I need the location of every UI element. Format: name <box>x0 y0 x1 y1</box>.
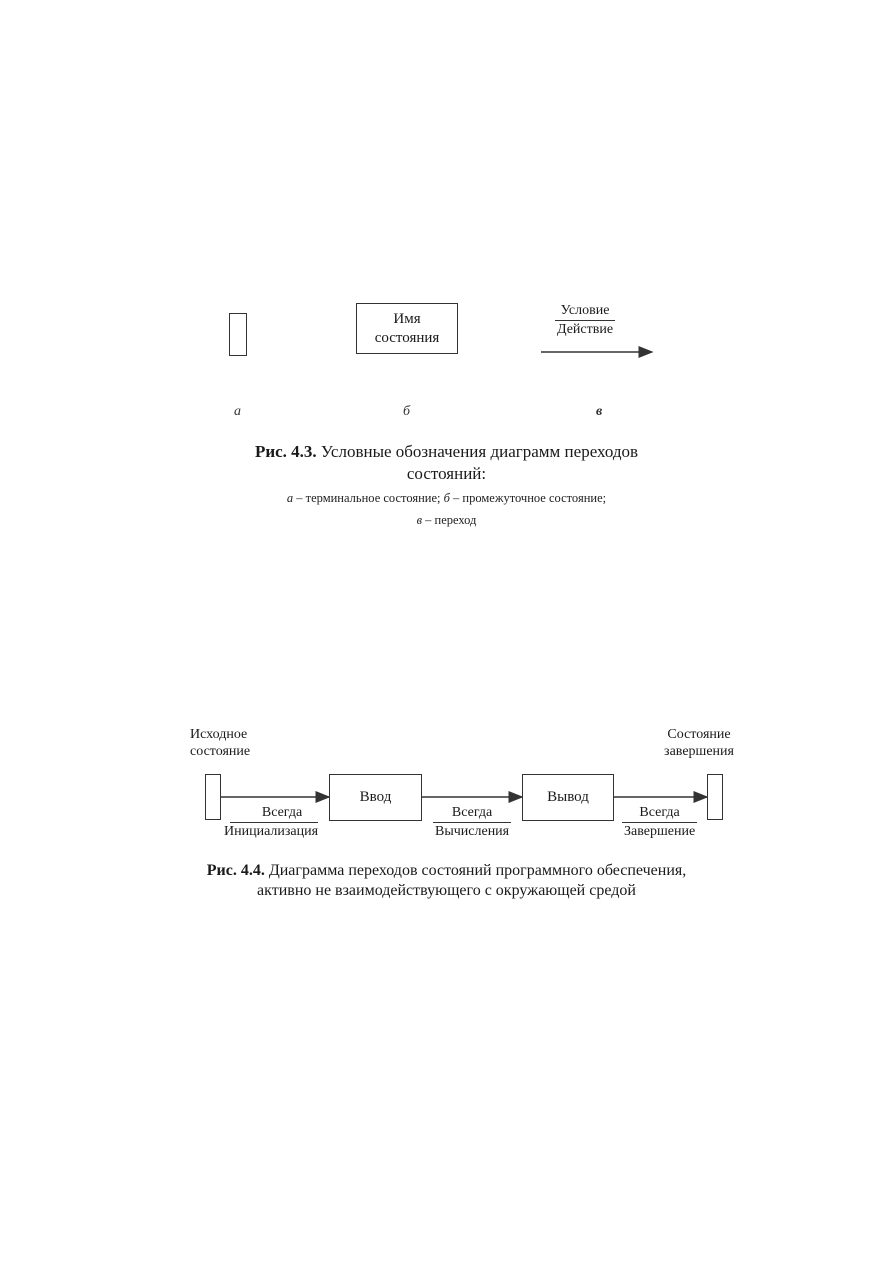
fig43-note-a-text: – терминальное состояние; <box>293 491 444 505</box>
fig43-note-a-letter: а <box>286 491 294 505</box>
fig44-final-label-line1: Состояние <box>667 727 731 742</box>
fig44-transition-finish <box>622 804 697 840</box>
fig43-intermediate-state <box>356 303 458 354</box>
fig44-state-input <box>329 774 422 821</box>
fig43-state-name-line1: Имя <box>393 310 421 327</box>
fig44-compute-action: Вычисления <box>435 824 510 839</box>
fig44-final-state <box>707 774 723 820</box>
fig44-initial-state <box>205 774 221 820</box>
fig44-finish-condition: Всегда <box>639 805 680 820</box>
fig43-caption-note-2 <box>0 512 893 529</box>
fig44-caption-title-line1: Диаграмма переходов состояний программного обеспечения, <box>268 862 687 879</box>
fig44-transition-compute <box>433 804 511 840</box>
fig43-note-b-letter: б <box>443 491 450 505</box>
fig43-sublabel-a: а <box>234 404 241 419</box>
fig44-initial-label-line1: Исходное <box>190 727 248 742</box>
fig43-condition: Условие <box>560 303 610 318</box>
fig44-state-output-label: Вывод <box>547 789 589 805</box>
fig44-caption-number: Рис. 4.4. <box>206 862 265 879</box>
fig43-action: Действие <box>557 322 614 337</box>
fig44-finish-action: Завершение <box>624 824 696 839</box>
fig43-caption-line2 <box>0 463 893 484</box>
fig43-caption-number: Рис. 4.3. <box>254 442 317 461</box>
fig43-note-v-letter: в <box>416 513 423 527</box>
fig44-final-state-label <box>654 726 744 760</box>
fig44-init-condition: Всегда <box>261 805 303 820</box>
fig44-initial-state-label <box>190 726 250 760</box>
fig43-caption <box>0 441 893 462</box>
fig43-caption-title-line2: состояний: <box>406 464 487 483</box>
fig43-terminal-state <box>229 313 247 356</box>
fig44-caption-title-line2: активно не взаимодействующего с окружающей средой <box>257 882 636 899</box>
fig43-note-v-text: – переход <box>422 513 477 527</box>
fig43-caption-title-line1: Условные обозначения диаграмм переходов <box>320 442 639 461</box>
fig44-final-label-line2: завершения <box>664 744 734 759</box>
fig44-state-output <box>522 774 614 821</box>
fig43-caption-note-1 <box>0 490 893 507</box>
fig44-transition-init <box>222 804 320 840</box>
fig43-transition-label <box>555 302 615 338</box>
fig43-sublabel-b: б <box>403 404 411 419</box>
fig43-note-b-text: – промежуточное состояние; <box>449 491 607 505</box>
fig43-state-name-line2: состояния <box>374 329 440 346</box>
fig44-init-action: Инициализация <box>224 824 319 839</box>
fig44-caption-line2 <box>0 880 893 901</box>
fig44-state-input-label: Ввод <box>359 789 392 805</box>
fig44-initial-label-line2: состояние <box>190 744 251 759</box>
fig43-sublabel-v: в <box>596 404 603 419</box>
fig44-compute-condition: Всегда <box>451 805 493 820</box>
fig44-caption <box>0 860 893 881</box>
